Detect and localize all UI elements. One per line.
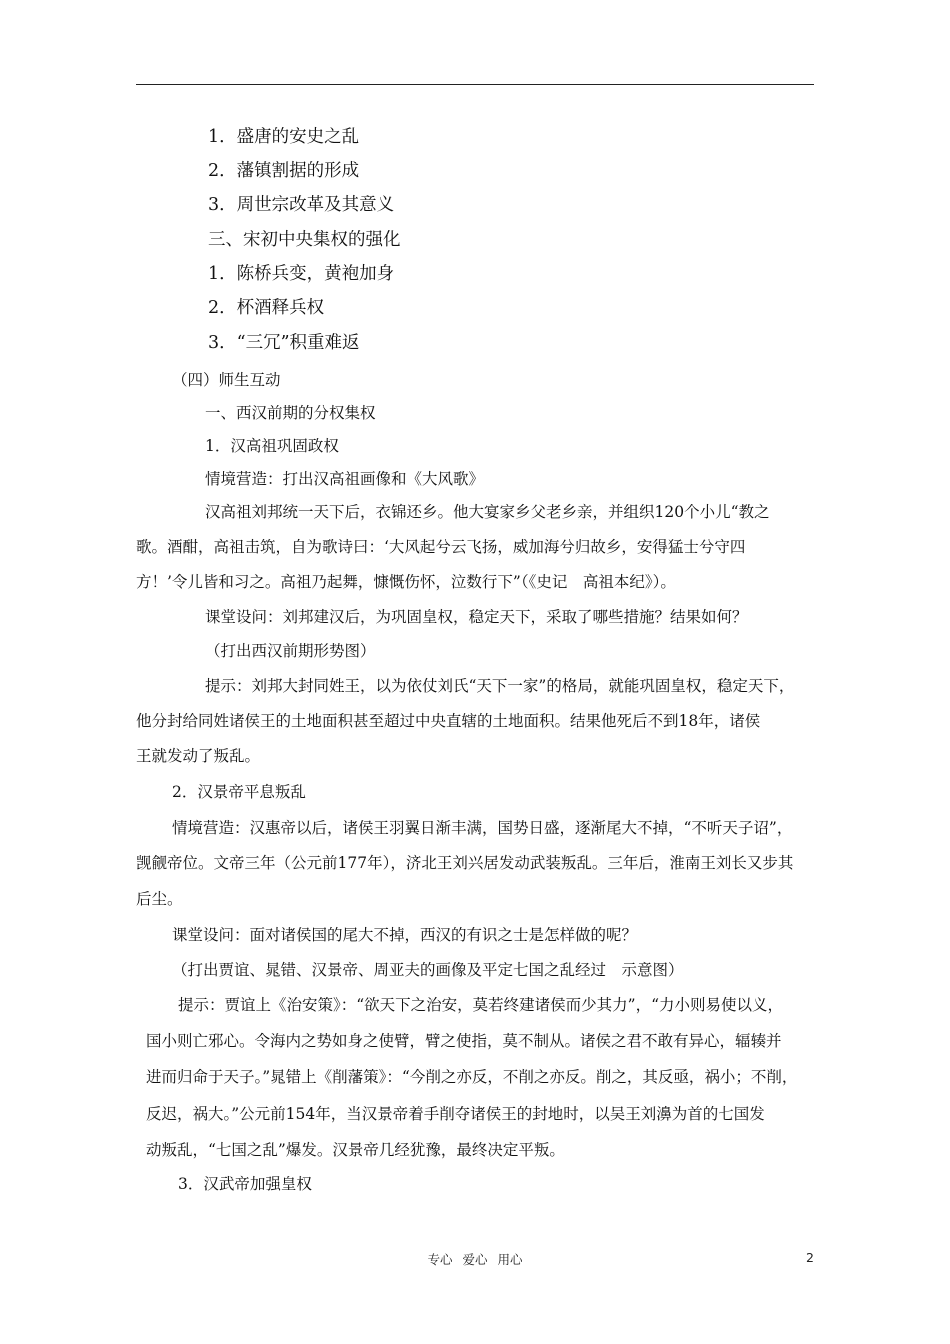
question-text: 课堂设问：面对诸侯国的尾大不掉，西汉的有识之士是怎样做的呢？ bbox=[172, 926, 638, 944]
footer-motto: 专心 爱心 用心 bbox=[427, 1252, 523, 1267]
map-note: （打出西汉前期形势图） bbox=[205, 642, 376, 660]
section-heading: （四）师生互动 bbox=[172, 371, 281, 389]
image-note: （打出贾谊、晁错、汉景帝、周亚夫的画像及平定七国之乱经过 示意图） bbox=[172, 961, 684, 979]
outline-heading: 三、宋初中央集权的强化 bbox=[208, 230, 401, 250]
story-line: 歌。酒酣，高祖击筑，自为歌诗曰：‘大风起兮云飞扬，威加海兮归故乡，安得猛士兮守四 bbox=[136, 538, 746, 556]
outline-item: 2．藩镇割据的形成 bbox=[208, 161, 360, 181]
item-heading: 3．汉武帝加强皇权 bbox=[178, 1175, 312, 1193]
hint-line: 国小则亡邪心。令海内之势如身之使臂，臂之使指，莫不制从。诸侯之君不敢有异心，辐辏并 bbox=[146, 1032, 782, 1050]
hint-line: 提示：刘邦大封同姓王，以为依仗刘氏“天下一家”的格局，就能巩固皇权，稳定天下， bbox=[205, 677, 795, 695]
outline-item: 3．周世宗改革及其意义 bbox=[208, 195, 395, 215]
hint-line: 动叛乱，“七国之乱”爆发。汉景帝几经犹豫，最终决定平叛。 bbox=[146, 1141, 565, 1159]
question-text: 课堂设问：刘邦建汉后，为巩固皇权，稳定天下，采取了哪些措施？结果如何？ bbox=[205, 608, 748, 626]
scenario-text: 情境营造：打出汉高祖画像和《大风歌》 bbox=[205, 470, 485, 488]
item-heading: 1．汉高祖巩固政权 bbox=[205, 437, 339, 455]
page-number: 2 bbox=[806, 1250, 814, 1265]
story-line: 汉高祖刘邦统一天下后，衣锦还乡。他大宴家乡父老乡亲，并组织120个小儿“教之 bbox=[205, 503, 770, 521]
item-heading: 2．汉景帝平息叛乱 bbox=[172, 783, 306, 801]
hint-line: 反迟，祸大。”公元前154年，当汉景帝着手削夺诸侯王的封地时，以吴王刘濞为首的七国发 bbox=[146, 1105, 765, 1123]
hint-line: 进而归命于天子。”晁错上《削藩策》：“今削之亦反，不削之亦反。削之，其反亟，祸小；不削， bbox=[146, 1068, 798, 1086]
outline-item: 2．杯酒释兵权 bbox=[208, 298, 325, 318]
hint-line: 王就发动了叛乱。 bbox=[136, 747, 261, 765]
hint-line: 他分封给同姓诸侯王的土地面积甚至超过中央直辖的土地面积。结果他死后不到18年，诸侯 bbox=[136, 712, 761, 730]
hint-line: 提示：贾谊上《治安策》：“欲天下之治安，莫若终建诸侯而少其力”，“力小则易使以义， bbox=[178, 996, 784, 1014]
outline-item: 3．“三冗”积重难返 bbox=[208, 333, 360, 353]
scenario-line: 情境营造：汉惠帝以后，诸侯王羽翼日渐丰满，国势日盛，逐渐尾大不掉，“不听天子诏”， bbox=[172, 819, 793, 837]
part-heading: 一、西汉前期的分权集权 bbox=[205, 404, 376, 422]
scenario-line: 觊觎帝位。文帝三年（公元前177年），济北王刘兴居发动武装叛乱。三年后，淮南王刘长又步其 bbox=[136, 854, 794, 872]
header-rule bbox=[136, 84, 814, 85]
outline-item: 1．陈桥兵变，黄袍加身 bbox=[208, 264, 395, 284]
outline-item: 1．盛唐的安史之乱 bbox=[208, 127, 360, 147]
scenario-line: 后尘。 bbox=[136, 890, 183, 908]
story-line: 方！’令儿皆和习之。高祖乃起舞，慷慨伤怀，泣数行下”（《史记 高祖本纪》）。 bbox=[136, 573, 676, 591]
